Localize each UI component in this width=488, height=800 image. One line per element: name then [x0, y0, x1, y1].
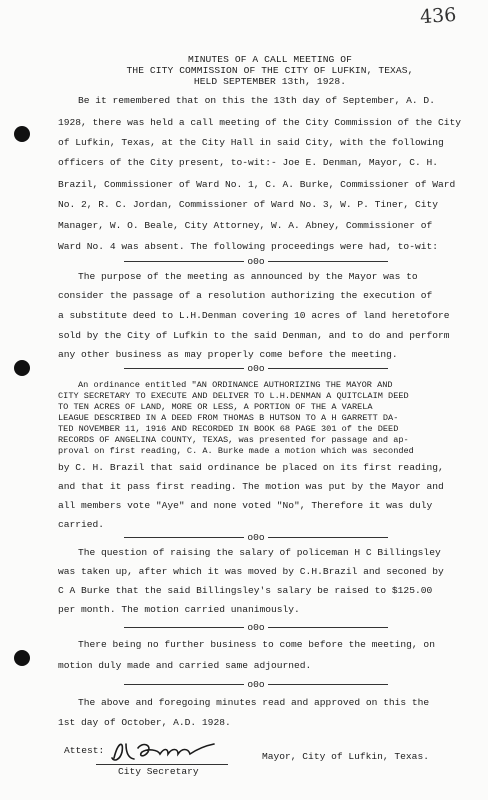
text-line: was taken up, after which it was moved by C.H.Brazil and seconed by	[58, 566, 444, 577]
text-line: LEAGUE DESCRIBED IN A DEED FROM THOMAS B HUTSON TO A H GARRETT DA-	[58, 413, 399, 423]
text-line: carried.	[58, 519, 105, 530]
text-line: and that it pass first reading. The motion was put by the Mayor and	[58, 481, 444, 492]
minutes-heading-line-2: THE CITY COMMISSION OF THE CITY OF LUFKIN, TEXAS,	[126, 65, 414, 76]
text-line: TO TEN ACRES OF LAND, MORE OR LESS, A PORTION OF THE A VARELA	[58, 402, 373, 412]
minutes-heading-line-3: HELD SEPTEMBER 13th, 1928.	[193, 76, 347, 87]
text-line: by C. H. Brazil that said ordinance be placed on its first reading,	[58, 462, 444, 473]
text-line: 1st day of October, A.D. 1928.	[58, 717, 231, 728]
text-line: of Lufkin, Texas, at the City Hall in said City, with the following	[58, 137, 444, 148]
text-line: per month. The motion carried unanimously.	[58, 604, 300, 615]
page-number: 436	[419, 3, 457, 29]
text-line: any other business as may properly come before the meeting.	[58, 349, 398, 360]
signature-line	[96, 764, 228, 765]
text-line: An ordinance entitled "AN ORDINANCE AUTHORIZING THE MAYOR AND	[78, 380, 393, 390]
text-line: RECORDS OF ANGELINA COUNTY, TEXAS, was presented for passage and ap-	[58, 435, 409, 445]
mayor-signature-line: Mayor, City of Lufkin, Texas.	[262, 751, 429, 762]
minutes-heading-line-1: MINUTES OF A CALL MEETING OF	[187, 54, 352, 65]
text-line: Brazil, Commissioner of Ward No. 1, C. A. Burke, Commissioner of Ward	[58, 179, 456, 190]
section-divider: o0o	[56, 256, 456, 268]
section-divider: o0o	[56, 622, 456, 634]
text-line: motion duly made and carried same adjourned.	[58, 660, 312, 671]
section-divider: o0o	[56, 679, 456, 691]
binder-hole	[14, 360, 30, 376]
text-line: The above and foregoing minutes read and approved on this the	[78, 697, 430, 708]
text-line: 1928, there was held a call meeting of the City Commission of the City	[58, 117, 462, 128]
handwritten-signature	[108, 738, 220, 764]
signature-caption: City Secretary	[118, 766, 199, 777]
text-line: No. 2, R. C. Jordan, Commissioner of Ward No. 3, W. P. Tiner, City	[58, 199, 438, 210]
text-line: C A Burke that the said Billingsley's salary be raised to $125.00	[58, 585, 433, 596]
attest-label: Attest:	[64, 745, 105, 756]
text-line: TED NOVEMBER 11, 1916 AND RECORDED IN BOOK 68 PAGE 301 of the DEED	[58, 424, 399, 434]
text-line: Manager, W. O. Beale, City Attorney, W. A. Abney, Commissioner of	[58, 220, 433, 231]
text-line: consider the passage of a resolution authorizing the execution of	[58, 290, 433, 301]
section-divider: o0o	[56, 363, 456, 375]
section-divider: o0o	[56, 532, 456, 544]
binder-hole	[14, 126, 30, 142]
text-line: Be it remembered that on this the 13th day of September, A. D.	[78, 95, 435, 106]
text-line: Ward No. 4 was absent. The following proceedings were had, to-wit:	[58, 241, 438, 252]
text-line: There being no further business to come before the meeting, on	[78, 639, 435, 650]
text-line: sold by the City of Lufkin to the said Denman, and to do and perform	[58, 330, 450, 341]
text-line: officers of the City present, to-wit:- Joe E. Denman, Mayor, C. H.	[58, 157, 438, 168]
text-line: proval on first reading, C. A. Burke made a motion which was seconded	[58, 446, 414, 456]
text-line: The question of raising the salary of policeman H C Billingsley	[78, 547, 441, 558]
text-line: The purpose of the meeting as announced by the Mayor was to	[78, 271, 418, 282]
binder-hole	[14, 650, 30, 666]
text-line: CITY SECRETARY TO EXECUTE AND DELIVER TO L.H.DENMAN A QUITCLAIM DEED	[58, 391, 409, 401]
text-line: all members vote "Aye" and none voted "No", Therefore it was duly	[58, 500, 433, 511]
text-line: a substitute deed to L.H.Denman covering 10 acres of land heretofore	[58, 310, 450, 321]
